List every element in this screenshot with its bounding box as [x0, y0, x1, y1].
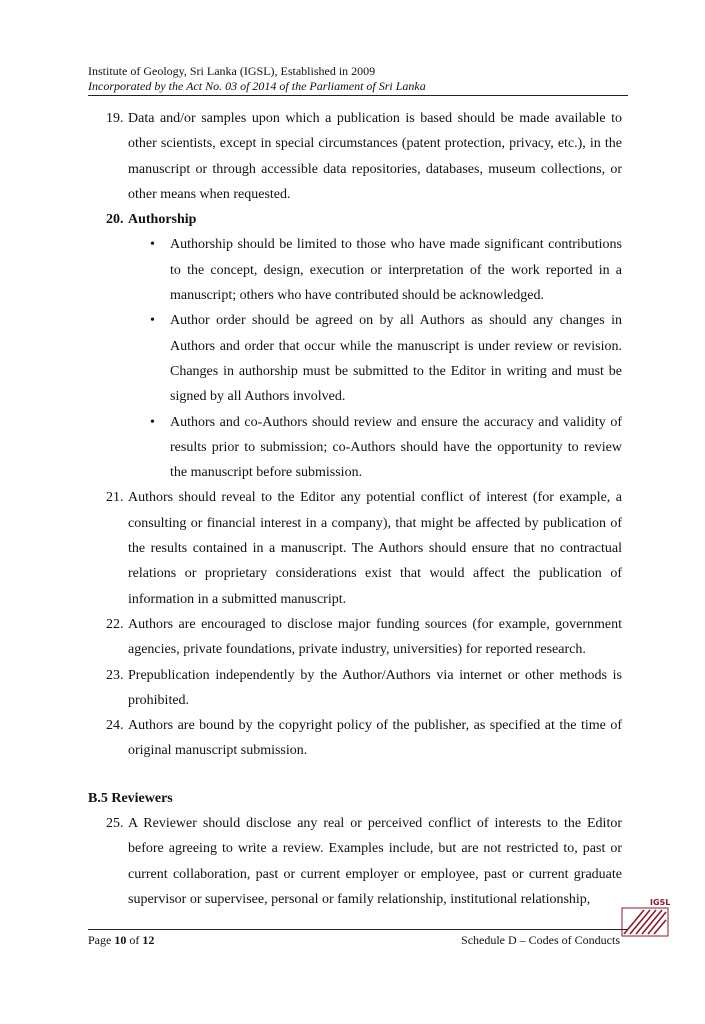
- page-prefix: Page: [88, 933, 115, 947]
- clause-text: Authors are encouraged to disclose major funding sources (for example, government agencies, private foundations, private industry, universities) for reported research.: [128, 616, 622, 658]
- header-rule: [88, 95, 628, 96]
- clause-25: [106, 811, 622, 912]
- clause-number: 22.: [106, 616, 124, 632]
- bullet-item: • Author order should be agreed on by all Authors as should any changes in Authors and order that occur while the manuscript is under review or revision. Changes in authorship must be submitted to the Editor in writing and must be signed by all Authors involved.: [148, 308, 622, 409]
- clause-21: [106, 485, 622, 611]
- clause-number: 21.: [106, 490, 124, 506]
- page-total: 12: [142, 933, 155, 947]
- clause-19: [106, 106, 622, 207]
- footer-rule: [88, 929, 628, 930]
- clause-text: Authors are bound by the copyright policy of the publisher, as specified at the time of original manuscript submission.: [128, 718, 622, 759]
- page-of: of: [126, 933, 143, 947]
- clause-number: 23.: [106, 667, 124, 683]
- clause-text: Data and/or samples upon which a publication is based should be made available to other scientists, except in special circumstances (patent protection, privacy, etc.), in the manuscript or through accessible data repositories, databases, museum collections, or other means when requested.: [128, 111, 622, 202]
- header-institute-line: Institute of Geology, Sri Lanka (IGSL), Established in 2009: [88, 64, 376, 78]
- clause-number: 20.: [106, 212, 124, 228]
- clause-number: 25.: [106, 816, 124, 832]
- clause-number: 19.: [106, 111, 124, 126]
- clause-24: [106, 713, 622, 764]
- clause-22: [106, 612, 622, 663]
- page-current: 10: [114, 933, 127, 947]
- igsl-logo-icon: [620, 894, 672, 940]
- clause-text: A Reviewer should disclose any real or perceived conflict of interests to the Editor before agreeing to write a review. Examples include, but are not restricted to, past or current collaboration, past or current employer or employee, past or current graduate supervisor or supervisee, personal or family relationship, institutional relationship,: [128, 816, 622, 907]
- bullet-item: • Authors and co-Authors should review and ensure the accuracy and validity of results prior to submission; co-Authors should have the opportunity to review the manuscript before submission.: [148, 410, 622, 486]
- clause-text: Prepublication independently by the Author/Authors via internet or other methods is prohibited.: [128, 667, 622, 708]
- page-header: [88, 64, 628, 94]
- clause-number: 24.: [106, 718, 124, 734]
- footer-schedule-title: Schedule D – Codes of Conducts: [461, 933, 620, 947]
- page-number: [88, 933, 154, 948]
- clause-text: Authors should reveal to the Editor any potential conflict of interest (for example, a consulting or financial interest in a company), that might be affected by publication of the results contained in a manuscript. The Authors should ensure that no contractual relations or proprietary considerations exist that would affect the publication of information in a submitted manuscript.: [128, 490, 622, 607]
- authorship-bullet-list: [128, 232, 622, 485]
- document-body: [88, 106, 622, 912]
- clause-heading: Authorship: [128, 212, 197, 228]
- bullet-item: • Authorship should be limited to those who have made significant contributions to the concept, design, execution or interpretation of the work reported in a manuscript; others who have contributed should be acknowledged.: [148, 232, 622, 308]
- section-heading-reviewers: B.5 Reviewers: [88, 790, 173, 806]
- logo-text: IGSL: [650, 898, 671, 907]
- clause-20: [106, 207, 622, 485]
- header-incorporation-line: Incorporated by the Act No. 03 of 2014 of the Parliament of Sri Lanka: [88, 79, 426, 93]
- clause-23: [106, 663, 622, 714]
